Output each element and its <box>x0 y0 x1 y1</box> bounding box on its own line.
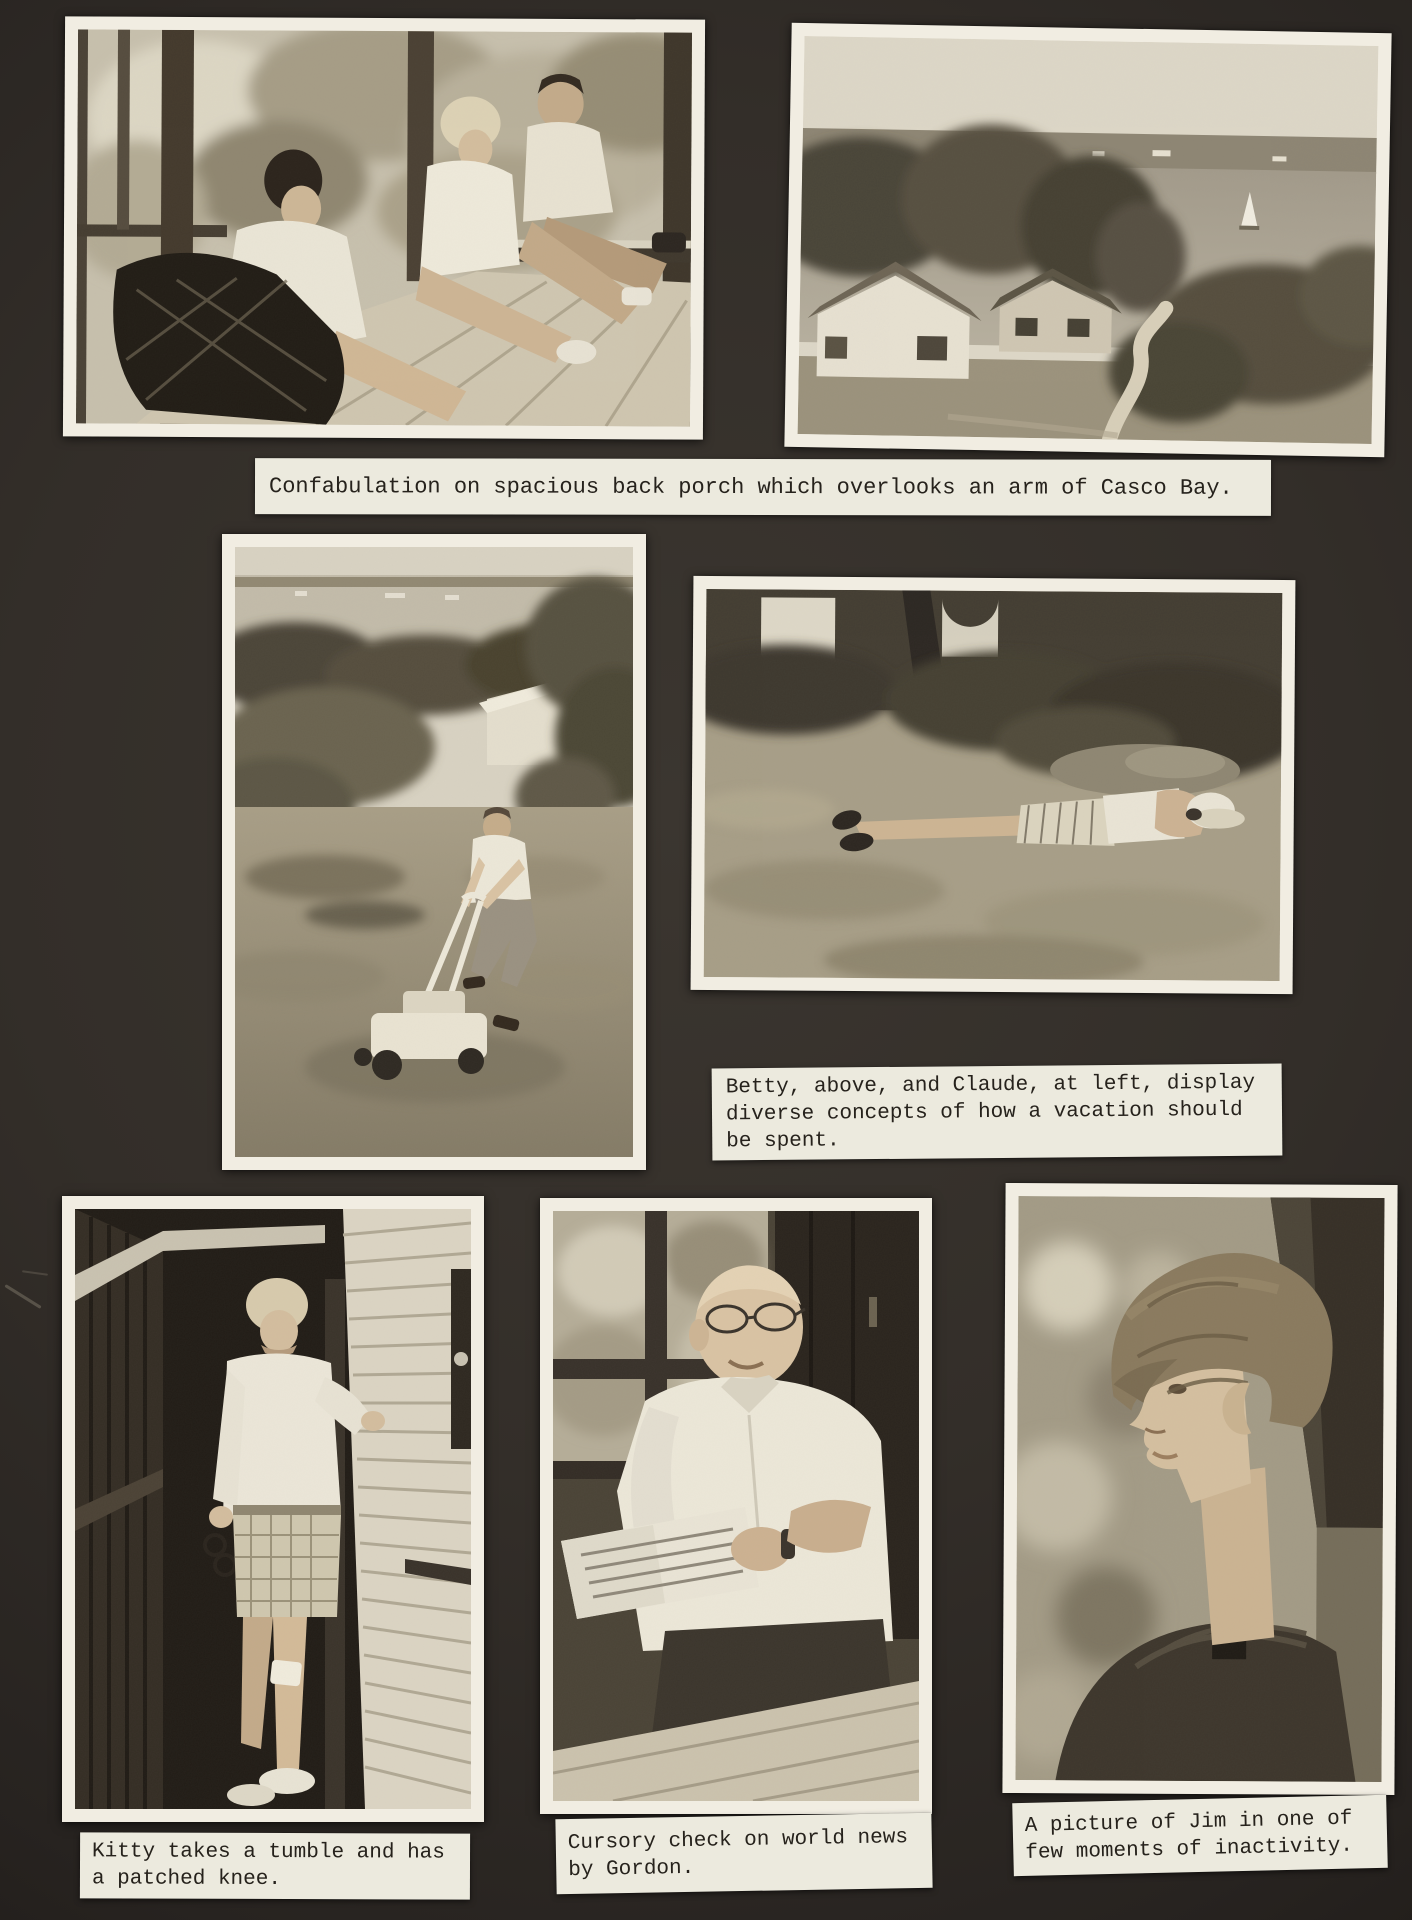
photo-kitty-doorway <box>62 1196 484 1822</box>
photo-bay-view <box>784 23 1391 457</box>
claude-mowing-image <box>235 547 633 1157</box>
caption-porch <box>255 458 1271 516</box>
caption-jim-text: A picture of Jim in one of few moments of inactivity. <box>1024 1807 1354 1865</box>
jim-profile-image <box>1015 1196 1384 1782</box>
photo-claude-mowing <box>222 534 646 1170</box>
photo-gordon-newspaper <box>540 1198 932 1814</box>
bay-view-image <box>798 36 1379 444</box>
photo-jim-profile <box>1002 1183 1397 1795</box>
scratch-mark <box>22 1270 48 1276</box>
caption-porch-text: Confabulation on spacious back porch which overlooks an arm of Casco Bay. <box>268 473 1233 501</box>
photo-betty-lawn <box>691 576 1296 994</box>
caption-gordon-text: Cursory check on world news by Gordon. <box>567 1825 909 1882</box>
caption-vacation-text: Betty, above, and Claude, at left, display diverse concepts of how a vacation should be spent. <box>725 1071 1256 1153</box>
caption-jim <box>1012 1795 1388 1876</box>
kitty-doorway-image <box>75 1209 471 1809</box>
scratch-mark <box>4 1284 41 1309</box>
photo-porch-group <box>63 16 705 439</box>
caption-kitty-text: Kitty takes a tumble and has a patched knee. <box>91 1840 445 1892</box>
betty-lawn-image <box>704 589 1283 981</box>
porch-group-image <box>76 29 692 426</box>
caption-gordon <box>555 1813 932 1895</box>
gordon-newspaper-image <box>553 1211 919 1801</box>
caption-kitty <box>80 1832 470 1899</box>
caption-vacation <box>712 1064 1283 1161</box>
